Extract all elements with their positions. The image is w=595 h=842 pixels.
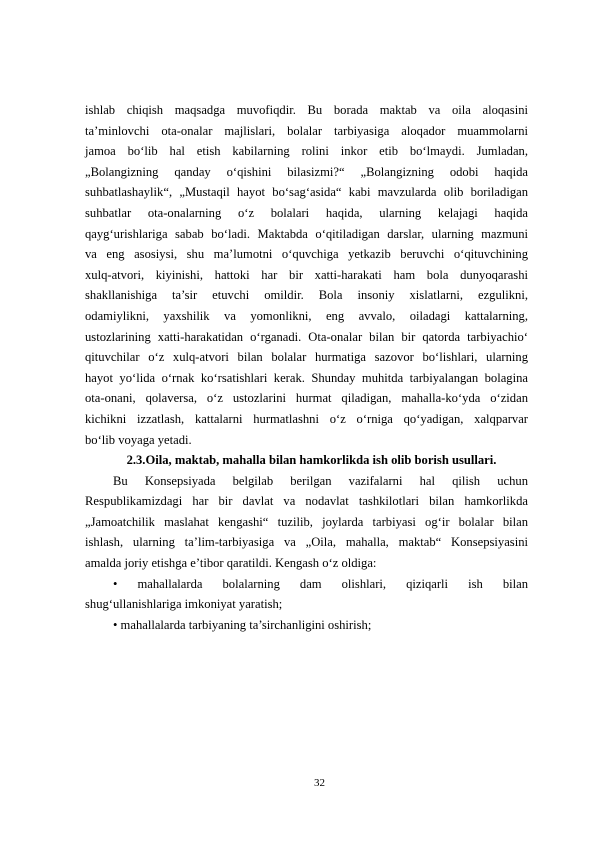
paragraph-line: suhbatlar ota-onalarning o‘z bolalari haqida, ularning kelajagi haqida	[85, 205, 528, 220]
paragraph-line: Respublikamizdagi har bir davlat va nodavlat tashkilotlari bilan hamkorlikda	[85, 494, 528, 509]
bullet-item: • mahallalarda tarbiyaning ta’sirchanligini oshirish;	[113, 617, 372, 632]
paragraph-line: va eng asosiysi, shu ma’lumotni o‘quvchiga yetkazib beruvchi o‘qituvchining	[85, 247, 528, 262]
page-number: 32	[314, 777, 325, 789]
paragraph-line: ishlab chiqish maqsadga muvofiqdir. Bu borada maktab va oila aloqasini	[85, 103, 528, 117]
paragraph-line: qayg‘urishlariga sabab bo‘ladi. Maktabda o‘qitiladigan darslar, ularning mazmuni	[85, 226, 528, 241]
paragraph-line: „Bolangizning qanday o‘qishini bilasizmi?“ „Bolangizning odobi haqida	[85, 164, 528, 179]
bullet-item-line: shug‘ullanishlariga imkoniyat yaratish;	[85, 597, 283, 612]
paragraph-line: ta’minlovchi ota-onalar majlislari, bolalar tarbiyasiga aloqador muammolarni	[85, 123, 528, 138]
paragraph-line: suhbatlashaylik“, „Mustaqil hayot bo‘sag‘asida“ kabi mavzularda olib boriladigan	[85, 185, 528, 200]
paragraph-line: shakllanishiga ta’sir etuvchi omildir. Bola insoniy xislatlarni, ezgulikni,	[85, 288, 528, 303]
paragraph-line: odamiylikni, yaxshilik va yomonlikni, eng avvalo, oiladagi kattalarning,	[85, 308, 528, 323]
paragraph-line: jamoa bo‘lib hal etish kabilarning rolini inkor etib bo‘lmaydi. Jumladan,	[85, 144, 528, 159]
body-text	[85, 100, 528, 635]
paragraph-line: kichikni izzatlash, kattalarni hurmatlashni o‘z o‘rniga qo‘yadigan, xalqparvar	[85, 411, 528, 426]
paragraph-line: bo‘lib voyaga yetadi.	[85, 432, 192, 447]
paragraph-line: qituvchilar o‘z xulq-atvori bilan bolalar hurmatiga sazovor bo‘lishlari, ularning	[85, 350, 528, 365]
paragraph-line: „Jamoatchilik maslahat kengashi“ tuzilib, joylarda tarbiyasi og‘ir bolalar bilan	[85, 514, 528, 529]
paragraph-line: hayot yo‘lida o‘rnak ko‘rsatishlari kerak. Shunday muhitda tarbiyalangan bolagina	[85, 370, 528, 385]
paragraph-line: ota-onani, qolaversa, o‘z ustozlarini hurmat qiladigan, mahalla-ko‘yda o‘zidan	[85, 391, 528, 406]
paragraph-line: xulq-atvori, kiyinishi, hattoki har bir xatti-harakati ham bola dunyoqarashi	[85, 267, 528, 282]
bullet-item-line: • mahallalarda bolalarning dam olishlari, qiziqarli ish bilan	[113, 576, 528, 591]
paragraph-line: ustozlarining xatti-harakatidan o‘rganadi. Ota-onalar bilan bir qatorda tarbiyachio‘	[85, 329, 528, 344]
paragraph-line: amalda joriy etishga e’tibor qaratildi. Kengash o‘z oldiga:	[85, 556, 377, 571]
paragraph-line: Bu Konsepsiyada belgilab berilgan vazifalarni hal qilish uchun	[113, 473, 528, 488]
section-heading: 2.3.Oila, maktab, mahalla bilan hamkorlikda ish olib borish usullari.	[126, 453, 497, 468]
paragraph-line: ishlash, ularning ta’lim-tarbiyasiga va „Oila, mahalla, maktab“ Konsepsiyasini	[85, 535, 528, 550]
